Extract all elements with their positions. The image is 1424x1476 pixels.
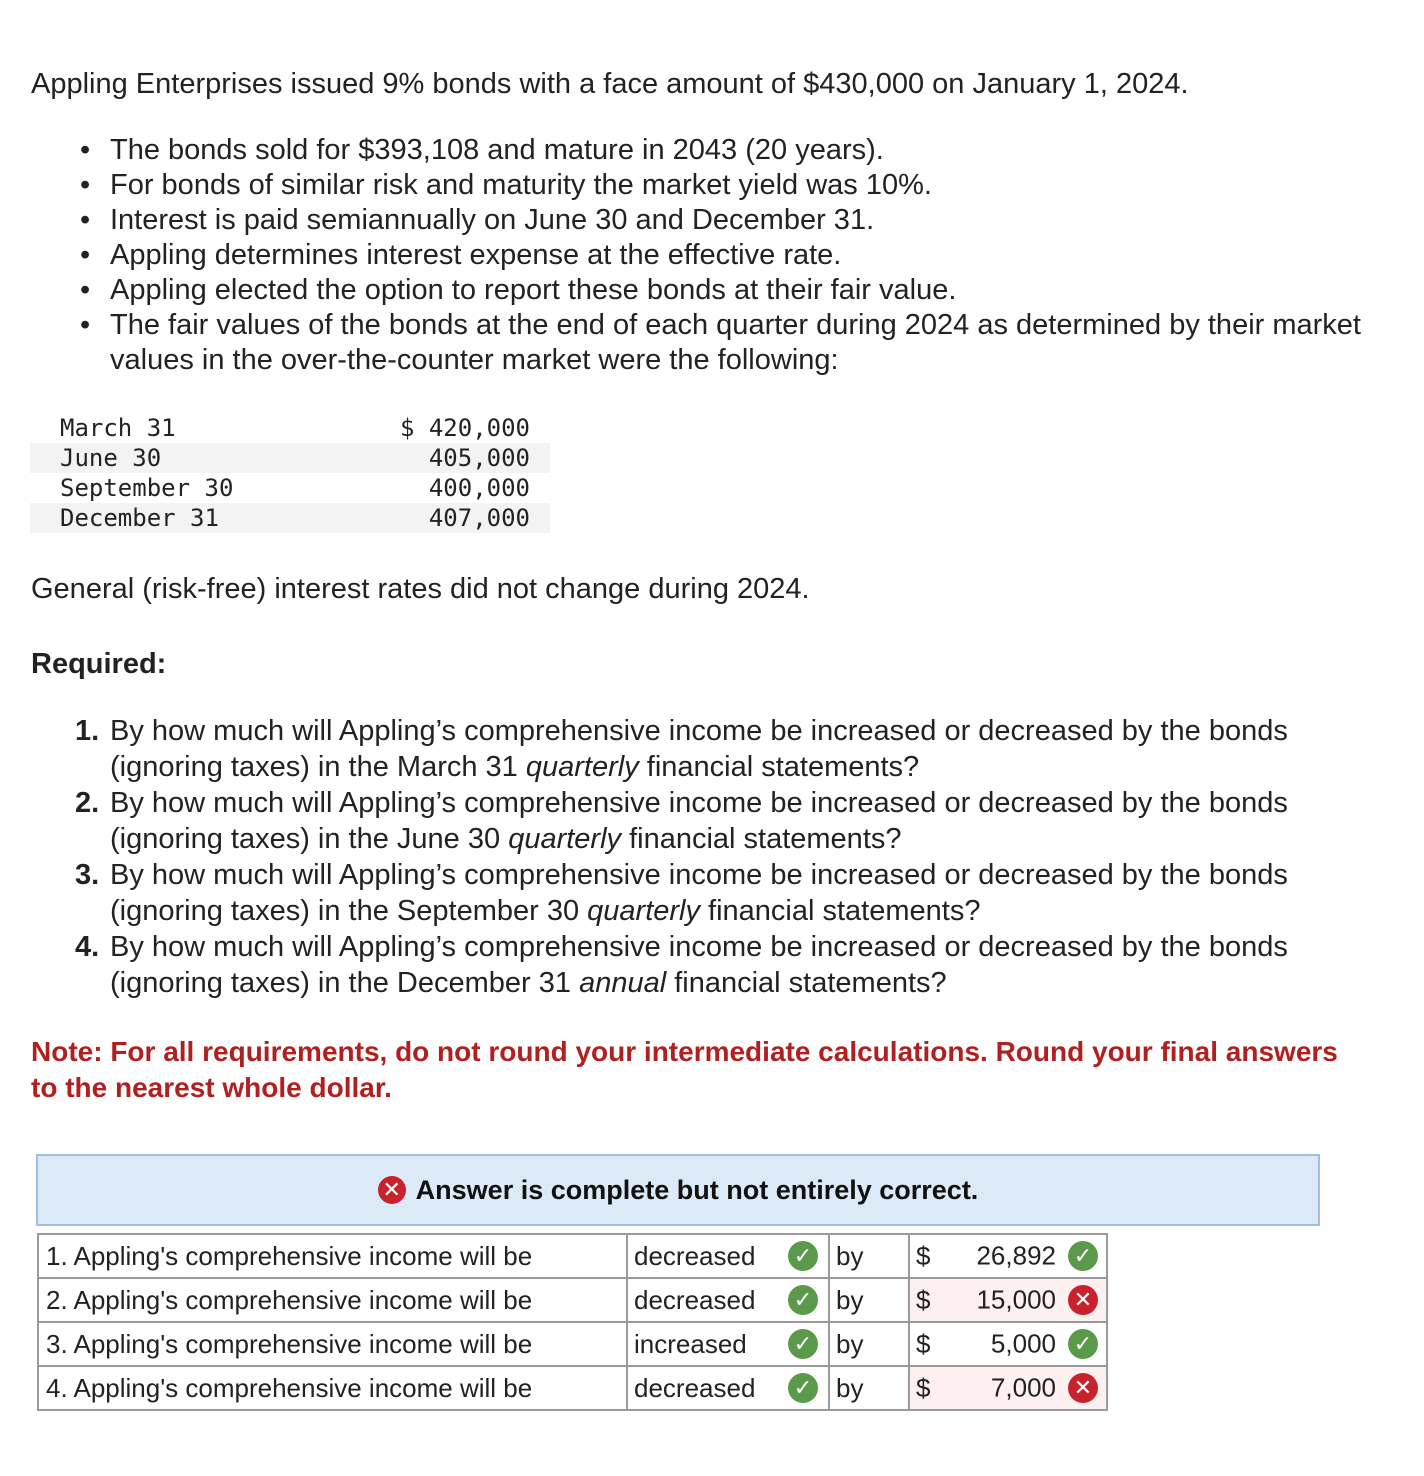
direction-select[interactable] xyxy=(627,1366,829,1410)
general-rates-text: General (risk-free) interest rates did not change during 2024. xyxy=(31,573,810,605)
intro-text: Appling Enterprises issued 9% bonds with a face amount of $430,000 on January 1, 2024. xyxy=(31,68,1189,100)
fact-item: • Appling determines interest expense at the effective rate. xyxy=(75,238,1405,273)
facts-list xyxy=(75,133,1405,378)
fair-value-row xyxy=(30,413,550,443)
answer-label: 2. Appling's comprehensive income will be xyxy=(38,1278,627,1322)
requirement-item xyxy=(75,785,1375,857)
answer-label: 3. Appling's comprehensive income will be xyxy=(38,1322,627,1366)
x-circle-icon: ✕ xyxy=(1068,1285,1098,1315)
answer-row xyxy=(38,1234,1107,1278)
by-text: by xyxy=(829,1322,909,1366)
fair-value-date: June 30 xyxy=(30,443,329,473)
requirement-number: 3. xyxy=(75,859,100,891)
amount-value: 26,892 xyxy=(976,1240,1056,1271)
requirement-text: By how much will Appling’s comprehensive income be increased or decreased by the bonds (ignoring taxes) in the March 31 xyxy=(110,715,1288,783)
fact-item: • For bonds of similar risk and maturity the market yield was 10%. xyxy=(75,168,1405,203)
check-circle-icon: ✓ xyxy=(788,1285,818,1315)
requirement-text-end: financial statements? xyxy=(699,895,981,927)
direction-value: decreased xyxy=(634,1240,756,1271)
requirement-text: By how much will Appling’s comprehensive income be increased or decreased by the bonds (ignoring taxes) in the June 30 xyxy=(110,787,1288,855)
fair-value-amount: 407,000 xyxy=(329,503,550,533)
requirement-text-end: financial statements? xyxy=(638,751,920,783)
currency-symbol: $ xyxy=(916,1240,931,1271)
required-heading: Required: xyxy=(31,648,167,680)
amount-input[interactable] xyxy=(909,1278,1107,1322)
fact-item: • The fair values of the bonds at the end of each quarter during 2024 as determined by their market values in the over-the-counter market were the following: xyxy=(75,308,1405,378)
requirement-text-end: financial statements? xyxy=(666,967,947,999)
fair-value-date: March 31 xyxy=(60,414,176,442)
requirement-number: 1. xyxy=(75,715,100,747)
x-circle-icon: ✕ xyxy=(1068,1373,1098,1403)
currency-symbol: $ xyxy=(916,1284,931,1315)
x-circle-icon: ✕ xyxy=(378,1176,406,1204)
by-text: by xyxy=(829,1234,909,1278)
answer-row xyxy=(38,1366,1107,1410)
check-circle-icon: ✓ xyxy=(788,1373,818,1403)
fact-item: • Appling elected the option to report these bonds at their fair value. xyxy=(75,273,1405,308)
direction-value: decreased xyxy=(634,1284,756,1315)
result-banner xyxy=(36,1154,1320,1226)
requirement-text: By how much will Appling’s comprehensive income be increased or decreased by the bonds (ignoring taxes) in the December 31 xyxy=(110,931,1288,999)
by-text: by xyxy=(829,1278,909,1322)
answer-label: 4. Appling's comprehensive income will be xyxy=(38,1366,627,1410)
requirement-emphasis: quarterly xyxy=(525,751,639,783)
direction-select[interactable] xyxy=(627,1234,829,1278)
requirement-emphasis: quarterly xyxy=(587,895,700,927)
requirement-emphasis: quarterly xyxy=(508,823,622,855)
answer-row xyxy=(38,1322,1107,1366)
amount-input[interactable] xyxy=(909,1366,1107,1410)
requirement-number: 4. xyxy=(75,931,100,963)
direction-select[interactable] xyxy=(627,1322,829,1366)
requirements-list xyxy=(75,713,1375,1001)
amount-value: 15,000 xyxy=(976,1284,1056,1315)
currency-symbol: $ xyxy=(916,1372,931,1403)
amount-value: 5,000 xyxy=(990,1328,1056,1359)
check-circle-icon: ✓ xyxy=(788,1329,818,1359)
fair-value-amount: 405,000 xyxy=(329,443,550,473)
fact-item: • The bonds sold for $393,108 and mature in 2043 (20 years). xyxy=(75,133,1405,168)
requirement-emphasis: annual xyxy=(579,967,667,999)
by-text: by xyxy=(829,1366,909,1410)
answer-row xyxy=(38,1278,1107,1322)
requirement-number: 2. xyxy=(75,787,100,819)
requirement-item xyxy=(75,929,1375,1001)
fair-value-row xyxy=(30,503,550,533)
check-circle-icon: ✓ xyxy=(788,1241,818,1271)
fair-value-date: December 31 xyxy=(30,503,329,533)
answer-label: 1. Appling's comprehensive income will be xyxy=(38,1234,627,1278)
amount-input[interactable] xyxy=(909,1322,1107,1366)
fair-value-table xyxy=(30,413,550,533)
amount-value: 7,000 xyxy=(990,1372,1056,1403)
check-circle-icon: ✓ xyxy=(1068,1241,1098,1271)
amount-input[interactable] xyxy=(909,1234,1107,1278)
check-circle-icon: ✓ xyxy=(1068,1329,1098,1359)
fair-value-row xyxy=(30,443,550,473)
rounding-note: Note: For all requirements, do not round your intermediate calculations. Round your final answers to the nearest whole dollar. xyxy=(31,1036,1338,1103)
requirement-item xyxy=(75,713,1375,785)
requirement-text-end: financial statements? xyxy=(621,823,902,855)
direction-value: decreased xyxy=(634,1372,756,1403)
currency-symbol: $ xyxy=(916,1328,931,1359)
answer-table xyxy=(37,1233,1108,1411)
direction-value: increased xyxy=(634,1328,747,1359)
fair-value-amount: 400,000 xyxy=(428,474,530,502)
fair-value-amount: $ 420,000 xyxy=(399,414,530,442)
result-banner-text: Answer is complete but not entirely correct. xyxy=(415,1174,979,1205)
fact-item: • Interest is paid semiannually on June 30 and December 31. xyxy=(75,203,1405,238)
requirement-item xyxy=(75,857,1375,929)
fair-value-date: September 30 xyxy=(60,474,234,502)
fair-value-row xyxy=(30,473,550,503)
requirement-text: By how much will Appling’s comprehensive income be increased or decreased by the bonds (ignoring taxes) in the September 30 xyxy=(110,859,1288,927)
direction-select[interactable] xyxy=(627,1278,829,1322)
